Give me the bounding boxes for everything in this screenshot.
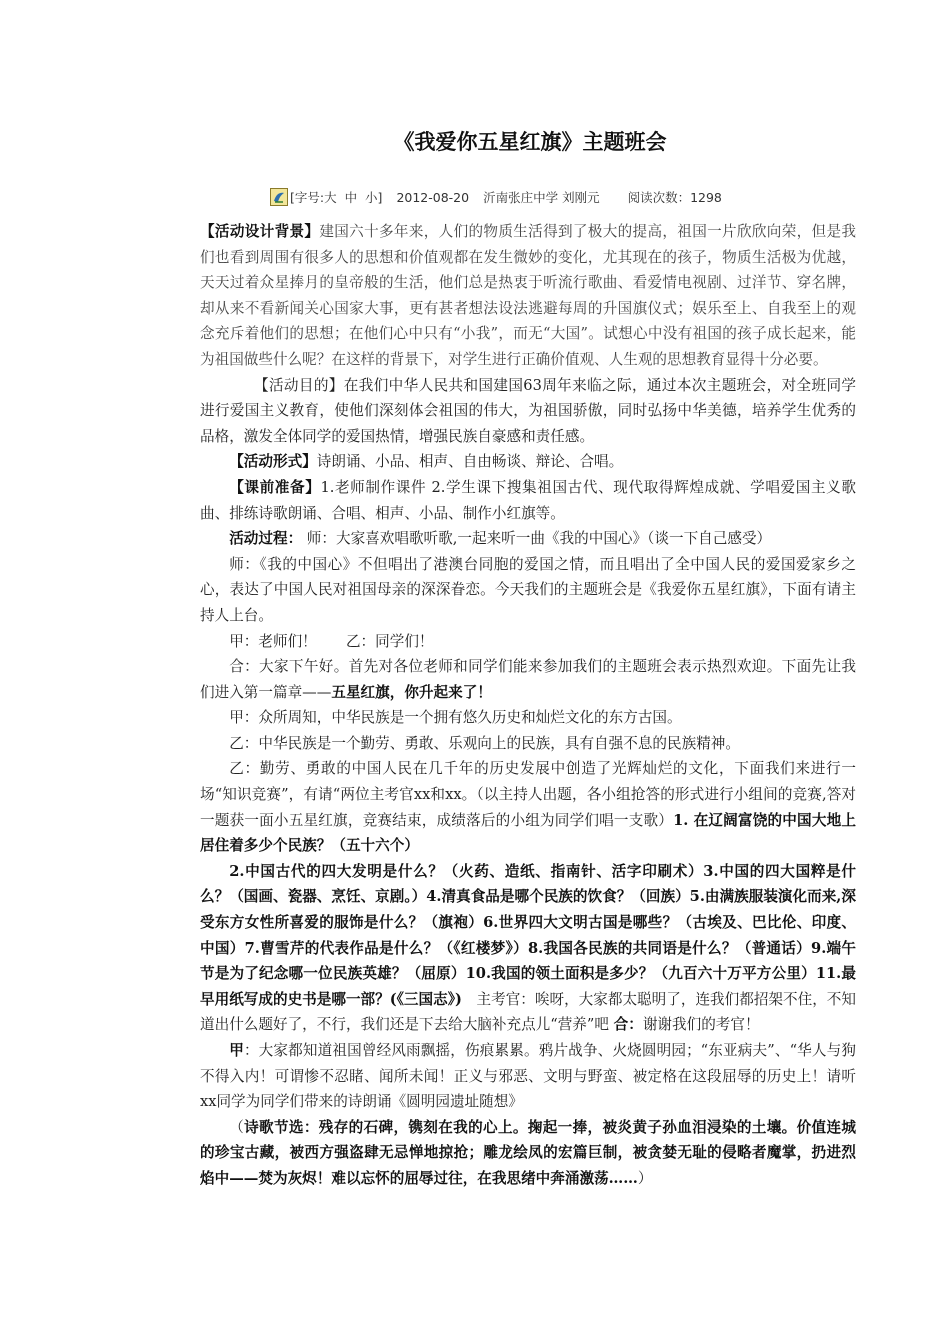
read-count: 阅读次数：1298: [627, 190, 722, 205]
paragraph-text: 诗朗诵、小品、相声、自由畅谈、辩论、合唱。: [316, 453, 624, 471]
paragraph-text: 1.老师制作课件 2.学生课下搜集祖国古代、现代取得辉煌成就、学唱爱国主义歌曲、排练诗歌朗诵、合唱、相声、小品、制作小红旗等。: [200, 478, 856, 522]
section-heading: 活动过程：: [229, 530, 303, 548]
paragraph-text: 师：《我的中国心》不但唱出了港澳台同胞的爱国之情，而且唱出了全中国人民的爱国爱家乡之心，表达了中国人民对祖国母亲的深深眷恋。今天我们的主题班会是《我爱你五星红旗》，下面有请主持人上台。: [200, 555, 856, 624]
paren-open: （: [229, 1118, 245, 1136]
paragraph-host-a: [200, 705, 856, 731]
paragraph-greeting: [200, 629, 856, 655]
paragraph-text: ：大家都知道祖国曾经风雨飘摇，伤痕累累。鸦片战争、火烧圆明园；“东亚病夫”、“华人与狗不得入内！可谓惨不忍睹、闻所未闻！正义与邪恶、文明与野蛮、被定格在这段屈辱的历史上！请听xx同学为同学们带来的诗朗诵《圆明园遗址随想》: [200, 1042, 856, 1111]
paragraph-text: 乙：中华民族是一个勤劳、勇敢、乐观向上的民族，具有自强不息的民族精神。: [229, 734, 740, 752]
publish-date: 2012-08-20: [396, 190, 470, 205]
article-body: [200, 219, 856, 1192]
paragraph-text: 建国六十多年来，人们的物质生活得到了极大的提高，祖国一片欣欣向荣，但是我们也看到周围有很多人的思想和价值观都在发生微妙的变化，尤其现在的孩子，物质生活极为优越，天天过着众星捧月的皇帝般的生活，他们总是热衷于听流行歌曲、看爱情电视剧、过洋节、穿名牌，却从来不看新闻关心国家大事，更有甚者想法设法逃避每周的升国旗仪式；娱乐至上、自我至上的观念充斥着他们的思想；在他们心中只有“小我”，而无“大国”。试想心中没有祖国的孩子成长起来，能为祖国做些什么呢？在这样的背景下，对学生进行正确价值观、人生观的思想教育显得十分必要。: [200, 223, 856, 368]
paragraph-quiz: [200, 859, 856, 1038]
paragraph-text: 【活动目的】在我们中华人民共和国建国63周年来临之际，通过本次主题班会，对全班同学进行爱国主义教育，使他们深刻体会祖国的伟大，为祖国骄傲，同时弘扬中华美德，培养学生优秀的品格，激发全体同学的爱国热情，增强民族自豪感和责任感。: [200, 376, 856, 445]
font-size-label: [字号:: [290, 190, 325, 205]
paragraph-background: [200, 219, 856, 373]
poem-excerpt: 诗歌节选：残存的石碑，镌刻在我的心上。掬起一捧，被炎黄子孙血泪浸染的土壤。价值连城的珍宝古藏，被西方强盗肆无忌惮地掠抢；雕龙绘凤的宏篇巨制，被贪婪无耻的侵略者魔掌，扔进烈焰中——焚为灰烬！难以忘怀的屈辱过往，在我思绪中奔涌激荡……: [200, 1118, 856, 1187]
paragraph-process: [200, 526, 856, 552]
paragraph-text: 甲：老师们！ 乙：同学们！: [229, 632, 434, 650]
article-icon: [270, 188, 288, 206]
paragraph-preparation: [200, 475, 856, 526]
font-size-small-button[interactable]: 小: [365, 190, 378, 205]
author-name: 沂南张庄中学 刘刚元: [483, 190, 600, 205]
paragraph-text: 师：大家喜欢唱歌听歌,一起来听一曲《我的中国心》（谈一下自己感受）: [302, 530, 772, 548]
section-heading: 【活动形式】: [229, 453, 317, 471]
paragraph-quiz-intro: [200, 756, 856, 858]
quiz-questions: 2.中国古代的四大发明是什么？（火药、造纸、指南针、活字印刷术）3.中国的四大国粹是什么？（国画、瓷器、烹饪、京剧。）4.清真食品是哪个民族的饮食？（回族）5.由满族服装演化而来,深受东方女性所喜爱的服饰是什么？（旗袍）6.世界四大文明古国是哪些？（古埃及、巴比伦、印度、中国）7.曹雪芹的代表作品是什么？（《红楼梦》）8.我国各民族的共同语是什么？（普通话）9.端午节是为了纪念哪一位民族英雄？（屈原）10.我国的领土面积是多少？（九百六十万平方公里）11.最早用纸写成的史书是哪一部？(《三国志》): [200, 862, 856, 1008]
paragraph-purpose: [200, 373, 856, 450]
paragraph-text: 谢谢我们的考官！: [642, 1016, 760, 1034]
paragraph-format: [200, 449, 856, 475]
speaker-label: 甲: [229, 1042, 244, 1059]
paragraph-poem: [200, 1115, 856, 1192]
chapter-title: 五星红旗，你升起来了！: [331, 683, 492, 701]
paragraph-host-b: [200, 731, 856, 757]
paragraph-teacher: [200, 552, 856, 629]
font-size-large-button[interactable]: 大: [324, 190, 337, 205]
paragraph-text: 乙：勤劳、勇敢的中国人民在几千年的历史发展中创造了光辉灿烂的文化，下面我们来进行一场“知识竞赛”，有请“两位主考官xx和xx。（以主持人出题，各小组抢答的形式进行小组间的竞赛,答对一题获一面小五星红旗，竞赛结束，成绩落后的小组为同学们唱一支歌）: [200, 760, 856, 829]
section-heading: 【课前准备】: [229, 478, 321, 496]
paragraph-text: 主考官：唉呀，大家都太聪明了，连我们都招架不住，不知道出什么题好了，不行，我们还是下去给大脑补充点儿“营养”吧: [200, 990, 856, 1034]
article-meta: [270, 188, 722, 206]
paragraph-text: 合：大家下午好。首先对各位老师和同学们能来参加我们的主题班会表示热烈欢迎。下面先让我们进入第一篇章——: [200, 658, 856, 701]
paragraph-history: [200, 1038, 856, 1115]
font-size-bracket: ]: [377, 190, 383, 205]
article-title: 《我爱你五星红旗》主题班会: [393, 130, 667, 154]
font-size-medium-button[interactable]: 中: [344, 190, 358, 205]
speaker-label: 合：: [613, 1016, 643, 1034]
section-heading: 【活动设计背景】: [200, 223, 320, 240]
paragraph-text: 甲：众所周知，中华民族是一个拥有悠久历史和灿烂文化的东方古国。: [229, 709, 682, 727]
quiz-question: 1. 在辽阔富饶的中国大地上居住着多少个民族？（五十六个）: [200, 811, 856, 855]
paren-close: ）: [637, 1169, 653, 1187]
paragraph-welcome: [200, 654, 856, 705]
